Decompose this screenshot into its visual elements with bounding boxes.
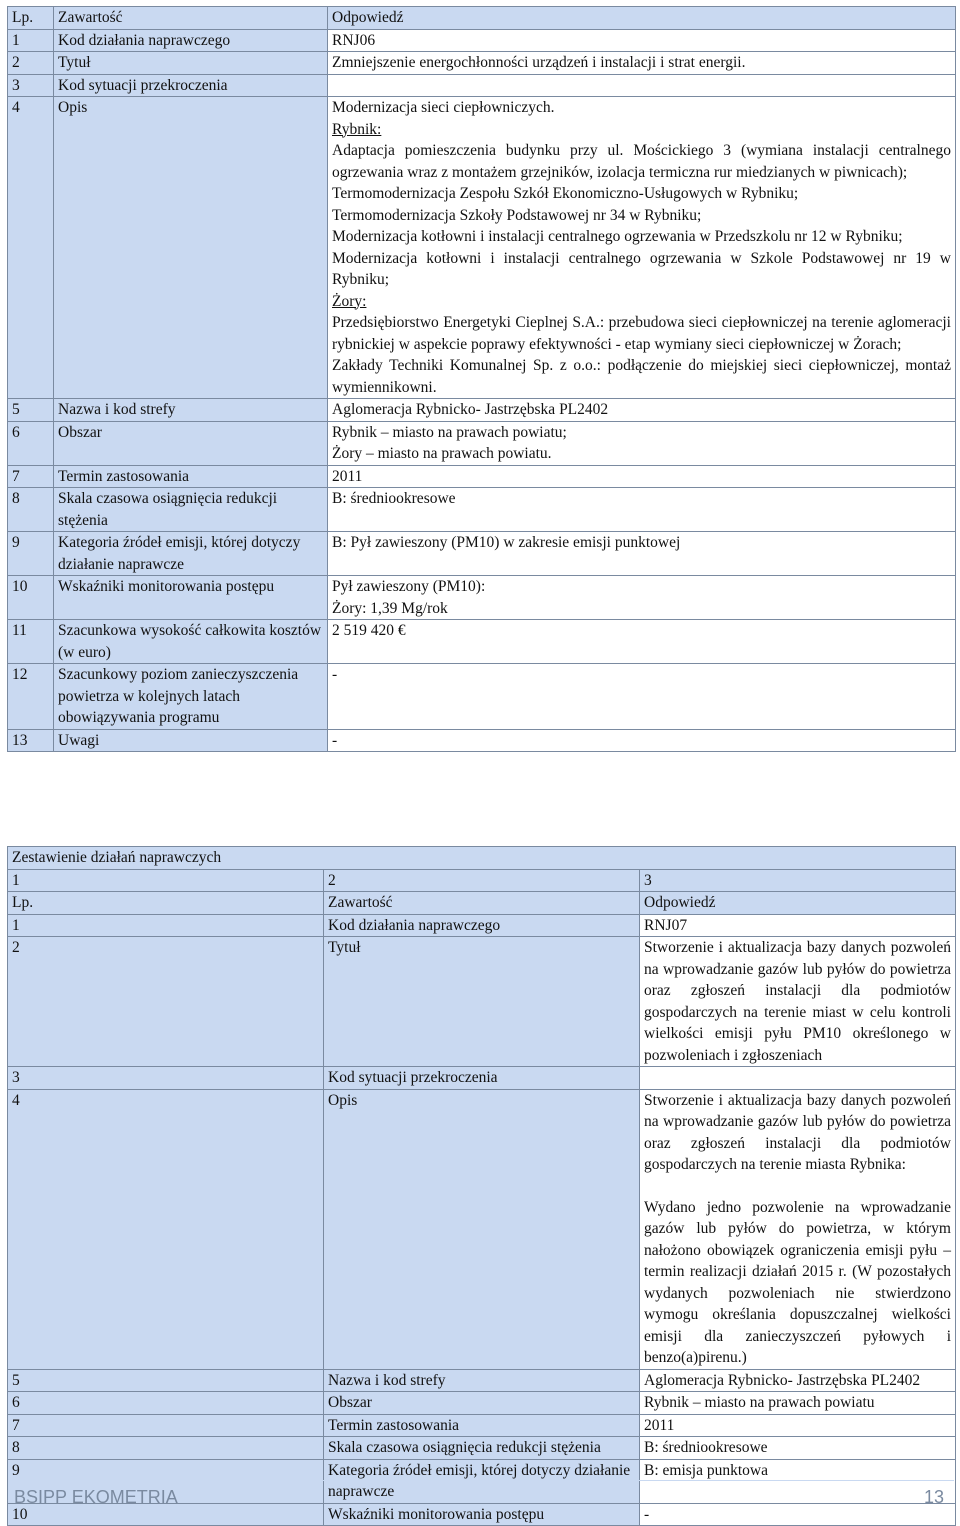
table-row (8, 576, 956, 620)
page-footer (14, 1487, 944, 1508)
row-value: RNJ06 (328, 29, 956, 52)
header-zawartosc: Zawartość (324, 892, 640, 915)
table-row (8, 532, 956, 576)
table-header-row (8, 7, 956, 30)
row-label: Kod sytuacji przekroczenia (54, 74, 328, 97)
row-value: Rybnik – miasto na prawach powiatu (640, 1392, 956, 1415)
page-number: 13 (923, 1487, 944, 1507)
opis-item: Termomodernizacja Szkoły Podstawowej nr 34 w Rybniku; (332, 206, 702, 224)
action-table-rnj06 (7, 6, 956, 752)
row-number: 4 (8, 1089, 324, 1369)
opis-item: Przedsiębiorstwo Energetyki Cieplnej S.A.: przebudowa sieci ciepłowniczej na terenie aglomeracji rybnickiej w aspekcie poprawy efektywności - etap wymiany sieci ciepłowniczej w Żorach; (332, 314, 951, 353)
row-number: 6 (8, 1392, 324, 1415)
row-value: Aglomeracja Rybnicko- Jastrzębska PL2402 (640, 1369, 956, 1392)
header-zawartosc: Zawartość (54, 7, 328, 30)
row-value-paragraph: Stworzenie i aktualizacja bazy danych pozwoleń na wprowadzanie gazów lub pyłów do powietrza oraz zgłoszeń instalacji dla podmiotów gospodarczych na terenie miasta Rybnika: (644, 1091, 951, 1173)
column-number: 3 (640, 869, 956, 892)
table-row (8, 399, 956, 422)
table-row (8, 937, 956, 1067)
row-label: Wskaźniki monitorowania postępu (324, 1503, 640, 1526)
row-number: 9 (8, 1459, 324, 1503)
row-label: Termin zastosowania (324, 1414, 640, 1437)
row-value: B: Pył zawieszony (PM10) w zakresie emisji punktowej (328, 532, 956, 576)
column-number: 1 (8, 869, 324, 892)
footer-company: BSIPP EKOMETRIA (14, 1487, 178, 1507)
row-number: 12 (8, 664, 54, 730)
row-number: 2 (8, 52, 54, 75)
table-row (8, 1067, 956, 1090)
header-odpowiedz: Odpowiedź (640, 892, 956, 915)
row-label: Tytuł (324, 937, 640, 1067)
row-number: 13 (8, 729, 54, 752)
row-label: Kod działania naprawczego (324, 914, 640, 937)
row-value: - (328, 729, 956, 752)
row-number: 3 (8, 74, 54, 97)
row-number: 11 (8, 620, 54, 664)
header-lp: Lp. (8, 7, 54, 30)
row-label: Szacunkowa wysokość całkowita kosztów (w euro) (54, 620, 328, 664)
row-value: RNJ07 (640, 914, 956, 937)
row-number: 8 (8, 1437, 324, 1460)
row-value: Aglomeracja Rybnicko- Jastrzębska PL2402 (328, 399, 956, 422)
table-row (8, 914, 956, 937)
row-value (640, 1067, 956, 1090)
zory-heading: Żory: (332, 292, 367, 310)
opis-intro: Modernizacja sieci ciepłowniczych. (332, 99, 555, 116)
table-row (8, 52, 956, 75)
row-label: Kategoria źródeł emisji, której dotyczy działanie naprawcze (54, 532, 328, 576)
row-value: B: średniookresowe (640, 1437, 956, 1460)
row-label: Skala czasowa osiągnięcia redukcji stężenia (324, 1437, 640, 1460)
table-row (8, 488, 956, 532)
opis-item: Termomodernizacja Zespołu Szkół Ekonomiczno-Usługowych w Rybniku; (332, 185, 799, 202)
row-number: 4 (8, 97, 54, 399)
table-row (8, 620, 956, 664)
row-value: - (328, 664, 956, 730)
table-row-opis (8, 97, 956, 399)
row-value: B: średniookresowe (328, 488, 956, 532)
row-label: Tytuł (54, 52, 328, 75)
row-label: Obszar (324, 1392, 640, 1415)
table-row (8, 1369, 956, 1392)
table-row (8, 729, 956, 752)
table-title-row (8, 847, 956, 870)
row-value (640, 1089, 956, 1369)
row-value: Stworzenie i aktualizacja bazy danych pozwoleń na wprowadzanie gazów lub pyłów do powietrza oraz zgłoszeń instalacji dla podmiotów gospodarczych na terenie miast w celu kontroli wielkości emisji pyłu PM10 określonego w pozwoleniach i zgłoszeniach (640, 937, 956, 1067)
column-numbers-row (8, 869, 956, 892)
opis-item: Modernizacja kotłowni i instalacji centralnego ogrzewania w Przedszkolu nr 12 w Rybniku; (332, 228, 903, 245)
row-number: 2 (8, 937, 324, 1067)
opis-item: Adaptacja pomieszczenia budynku przy ul. Mościckiego 3 (wymiana instalacji centralnego ogrzewania wraz z montażem grzejników, izolacja termiczna rur miedzianych w piwnicach); (332, 142, 951, 181)
row-label: Nazwa i kod strefy (54, 399, 328, 422)
table-row (8, 74, 956, 97)
row-value-line: Pył zawieszony (PM10): (332, 578, 486, 595)
opis-content (328, 97, 956, 399)
row-number: 5 (8, 1369, 324, 1392)
row-number: 10 (8, 576, 54, 620)
row-value (328, 576, 956, 620)
table-row (8, 1089, 956, 1369)
row-label: Uwagi (54, 729, 328, 752)
row-value: B: emisja punktowa (640, 1459, 956, 1503)
header-odpowiedz: Odpowiedź (328, 7, 956, 30)
row-number: 10 (8, 1503, 324, 1526)
row-number: 3 (8, 1067, 324, 1090)
row-value-line: Rybnik – miasto na prawach powiatu; (332, 423, 567, 441)
row-value (328, 421, 956, 465)
table-row (8, 29, 956, 52)
row-label: Szacunkowy poziom zanieczyszczenia powietrza w kolejnych latach obowiązywania programu (54, 664, 328, 730)
row-value (328, 74, 956, 97)
row-label: Termin zastosowania (54, 465, 328, 488)
table-row (8, 1414, 956, 1437)
table-row (8, 421, 956, 465)
row-label: Opis (54, 97, 328, 399)
column-number: 2 (324, 869, 640, 892)
row-value: 2011 (328, 465, 956, 488)
row-number: 5 (8, 399, 54, 422)
row-label: Kod działania naprawczego (54, 29, 328, 52)
row-number: 1 (8, 914, 324, 937)
table-row (8, 465, 956, 488)
row-number: 1 (8, 29, 54, 52)
table-row (8, 1392, 956, 1415)
row-label: Kategoria źródeł emisji, której dotyczy działanie naprawcze (324, 1459, 640, 1503)
row-number: 7 (8, 465, 54, 488)
row-value-line: Żory – miasto na prawach powiatu. (332, 445, 552, 462)
action-table-rnj07 (7, 846, 956, 1526)
table-row (8, 1437, 956, 1460)
row-label: Kod sytuacji przekroczenia (324, 1067, 640, 1090)
footer-divider (8, 1480, 954, 1481)
row-label: Obszar (54, 421, 328, 465)
opis-item: Zakłady Techniki Komunalnej Sp. z o.o.: podłączenie do miejskiej sieci ciepłowniczej, montaż wymiennikowni. (332, 357, 951, 396)
row-number: 8 (8, 488, 54, 532)
row-number: 7 (8, 1414, 324, 1437)
table-row (8, 664, 956, 730)
rybnik-heading: Rybnik: (332, 120, 382, 138)
row-value: - (640, 1503, 956, 1526)
opis-item: Modernizacja kotłowni i instalacji centralnego ogrzewania w Szkole Podstawowej nr 19 w Rybniku; (332, 249, 951, 288)
row-label: Skala czasowa osiągnięcia redukcji stężenia (54, 488, 328, 532)
table-title: Zestawienie działań naprawczych (8, 847, 956, 870)
row-value: 2 519 420 € (328, 620, 956, 664)
row-value: 2011 (640, 1414, 956, 1437)
row-value: Zmniejszenie energochłonności urządzeń i instalacji i strat energii. (328, 52, 956, 75)
row-value-paragraph: Wydano jedno pozwolenie na wprowadzanie gazów lub pyłów do powietrza, w którym nałożono obowiązek ograniczenia emisji pyłu – termin realizacji działań 2015 r. (W pozostałych wydanych pozwoleniach nie stwierdzono wymogu określania dopuszczalnej wielkości emisji dla zanieczyszczeń pyłowych i benzo(a)pirenu.) (644, 1198, 951, 1366)
header-lp: Lp. (8, 892, 324, 915)
row-label: Nazwa i kod strefy (324, 1369, 640, 1392)
row-value-line: Żory: 1,39 Mg/rok (332, 599, 448, 617)
table-header-row (8, 892, 956, 915)
row-number: 6 (8, 421, 54, 465)
row-label: Wskaźniki monitorowania postępu (54, 576, 328, 620)
row-number: 9 (8, 532, 54, 576)
row-label: Opis (324, 1089, 640, 1369)
